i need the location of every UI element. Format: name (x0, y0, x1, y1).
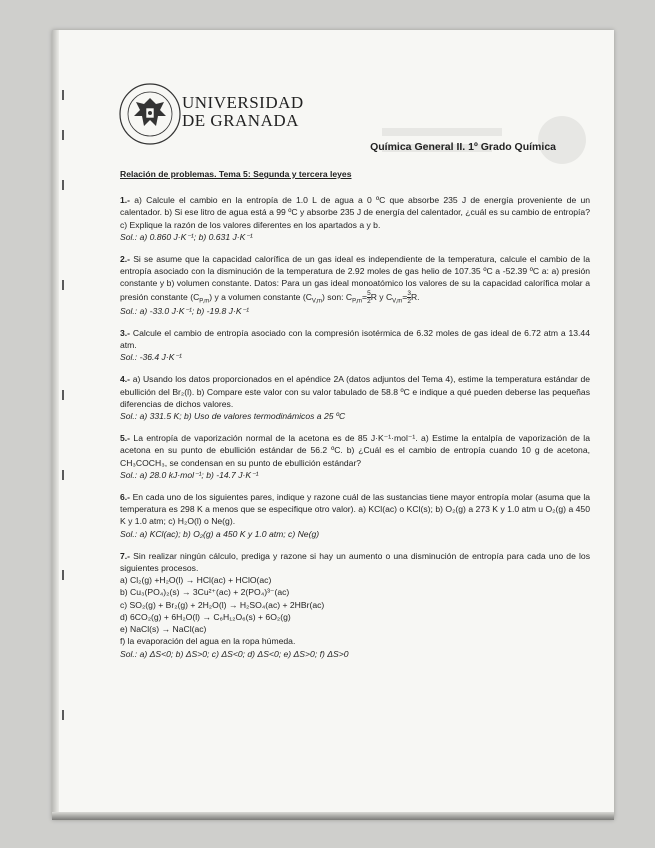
problem-number: 4.- (120, 374, 131, 385)
page-bottom-edge (52, 812, 614, 820)
margin-mark (62, 90, 64, 100)
university-name (182, 94, 304, 130)
problem-7 (120, 550, 590, 660)
problem-text: ) y a volumen constante (C (209, 291, 312, 302)
fraction-denominator: 2 (367, 297, 371, 305)
subscript: P,m (352, 298, 363, 305)
fraction-numerator: 5 (367, 289, 371, 297)
problem-text: Sin realizar ningún cálculo, prediga y razone si hay un aumento o una disminución de entropía para cada uno de los siguientes procesos. (120, 550, 590, 574)
problem-solution: Sol.: -36.4 J·K⁻¹ (120, 352, 182, 363)
margin-mark (62, 130, 64, 140)
problem-4 (120, 373, 590, 422)
problem-text: Calcule el cambio de entropía asociado con la compresión isotérmica de 6.32 moles de gas ideal de 6.72 atm a 13.44 atm. (120, 327, 590, 351)
reaction-item: c) SO₂(g) + Br₂(g) + 2H₂O(l) → H₂SO₄(ac) + 2HBr(ac) (120, 599, 325, 610)
problem-solution: Sol.: a) KCl(ac); b) O₂(g) a 450 K y 1.0 atm; c) Ne(g) (120, 528, 320, 539)
university-name-line2: DE GRANADA (182, 111, 299, 130)
problem-solution: Sol.: a) -33.0 J·K⁻¹; b) -19.8 J·K⁻¹ (120, 305, 249, 316)
university-seal-icon (118, 82, 182, 146)
problem-5 (120, 432, 590, 481)
equals-sign: = (362, 291, 368, 302)
reaction-item: d) 6CO₂(g) + 6H₂O(l) → C₆H₁₂O₆(s) + 6O₂(g) (120, 611, 291, 622)
margin-mark (62, 570, 64, 580)
margin-mark (62, 390, 64, 400)
problem-text: a) Usando los datos proporcionados en el apéndice 2A (datos adjuntos del Tema 4), estime la temperatura estándar de ebullición del Br₂(l). b) Compare este valor con su valor tabulado de 58.8 ºC e indique a qué pueden deberse las pequeñas diferencias de dichos valores. (120, 374, 590, 409)
margin-mark (62, 280, 64, 290)
margin-mark (62, 180, 64, 190)
problem-number: 5.- (120, 433, 131, 444)
problem-2 (120, 253, 590, 317)
problem-number: 6.- (120, 492, 131, 503)
reaction-item: a) Cl₂(g) +H₂O(l) → HCl(ac) + HClO(ac) (120, 575, 272, 586)
reaction-item: b) Cu₃(PO₄)₂(s) → 3Cu²⁺(ac) + 2(PO₄)³⁻(ac) (120, 587, 290, 598)
fraction-numerator: 3 (407, 289, 411, 297)
document-page (52, 30, 614, 820)
show-through-watermark (362, 110, 592, 170)
problem-1 (120, 194, 590, 243)
subscript: V,m (392, 298, 403, 305)
problem-text: En cada uno de los siguientes pares, indique y razone cuál de las sustancias tiene mayor entropía molar (asuma que la temperatura es 298 K a menos que se especifique otro valor). a) KCl(ac) o KCl(s); b) O₂(g) a 273 K y 1.0 atm u O₂(g) a 450 K y 1.0 atm; c) H₂O(l) o Ne(g). (120, 492, 591, 527)
problem-6 (120, 491, 590, 540)
problem-number: 2.- (120, 254, 131, 265)
equals-sign: = (402, 291, 408, 302)
problem-text: R. (410, 291, 420, 302)
page-left-edge (52, 30, 59, 820)
problem-sheet (120, 168, 590, 670)
fraction-denominator: 2 (407, 297, 411, 305)
margin-mark (62, 710, 64, 720)
course-title: Química General II. 1º Grado Química (370, 141, 556, 153)
problem-text: La entropía de vaporización normal de la acetona es de 85 J·K⁻¹·mol⁻¹. a) Estime la entalpía de vaporización de la acetona en su punto de ebullición estándar de 56.2 ºC. b) ¿Cuál es el cambio de entropía cuando 10 g de acetona, CH₃COCH₃, se condensan en su punto de ebullición estándar? (120, 433, 590, 468)
subscript: V,m (311, 298, 323, 305)
problem-text: a) Calcule el cambio en la entropía de 1.0 L de agua a 0 ºC que absorbe 235 J de energía proveniente de un calentador. b) Si ese litro de agua está a 99 ºC y absorbe 235 J de energía del calentador, ¿cuál es su cambio de entropía? c) Explique la razón de los valores diferentes en los apartados a y b. (120, 195, 590, 230)
problem-number: 7.- (120, 550, 131, 561)
relacion-title: Relación de problemas. Tema 5: Segunda y tercera leyes (120, 169, 352, 179)
margin-mark (62, 470, 64, 480)
problem-3 (120, 327, 590, 364)
reaction-list (120, 574, 590, 647)
problem-text: Si se asume que la capacidad calorífica de un gas ideal es independiente de la temperatura, calcule el cambio de la entropía asociado con la disminución de la temperatura de 2.92 moles de gas helio de 107.35 ºC a -52.39 ºC a: a) presión constante y b) volumen constante. Datos: Para un gas ideal monoatómico los valores de su la capacidad calorífica molar a presión constante (C (120, 254, 590, 302)
problem-solution: Sol.: a) 0.860 J·K⁻¹; b) 0.631 J·K⁻¹ (120, 231, 253, 242)
subscript: P,m (199, 298, 210, 305)
problem-number: 1.- (120, 195, 131, 206)
problem-number: 3.- (120, 327, 131, 338)
problem-solution: Sol.: a) 331.5 K; b) Uso de valores termodinámicos a 25 ºC (120, 411, 346, 422)
problem-text: R y C (370, 291, 393, 302)
reaction-item: f) la evaporación del agua en la ropa húmeda. (120, 636, 296, 647)
reaction-item: e) NaCl(s) → NaCl(ac) (120, 624, 207, 635)
problem-text: ) son: C (322, 291, 353, 302)
university-name-line1: UNIVERSIDAD (182, 93, 304, 112)
problem-solution: Sol.: a) ΔS<0; b) ΔS>0; c) ΔS<0; d) ΔS<0; e) ΔS>0; f) ΔS>0 (120, 648, 349, 659)
problem-solution: Sol.: a) 28.0 kJ·mol⁻¹; b) -14.7 J·K⁻¹ (120, 469, 259, 480)
